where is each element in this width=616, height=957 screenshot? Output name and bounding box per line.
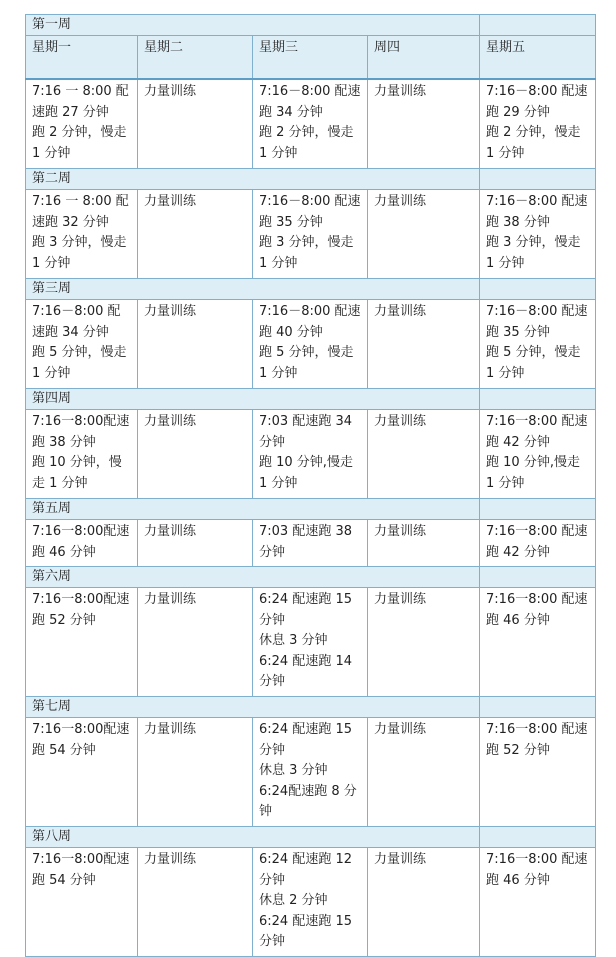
week-schedule-row [26,718,596,827]
day-header-friday: 星期五 [480,36,596,80]
week-label-row [26,169,596,190]
schedule-cell-wednesday: 7:16－8:00 配速跑 40 分钟 跑 5 分钟，慢走 1 分钟 [253,300,368,389]
schedule-cell-monday: 7:16一8:00配速跑 54 分钟 [26,848,138,957]
day-header-tuesday: 星期二 [138,36,253,80]
schedule-cell-tuesday: 力量训练 [138,79,253,169]
week-label: 第五周 [26,499,480,520]
schedule-cell-friday: 7:16－8:00 配速跑 35 分钟 跑 5 分钟，慢走 1 分钟 [480,300,596,389]
week-label-row [26,279,596,300]
schedule-cell-thursday: 力量训练 [368,190,480,279]
week-label: 第四周 [26,389,480,410]
schedule-cell-wednesday: 6:24 配速跑 15 分钟 休息 3 分钟 6:24 配速跑 14 分钟 [253,588,368,697]
schedule-cell-friday: 7:16一8:00 配速跑 52 分钟 [480,718,596,827]
week-label: 第八周 [26,827,480,848]
schedule-cell-tuesday: 力量训练 [138,520,253,567]
schedule-cell-thursday: 力量训练 [368,79,480,169]
schedule-cell-wednesday: 6:24 配速跑 12 分钟 休息 2 分钟 6:24 配速跑 15 分钟 [253,848,368,957]
week-label-row [26,389,596,410]
schedule-cell-monday: 7:16 一 8:00 配速跑 27 分钟 跑 2 分钟，慢走 1 分钟 [26,79,138,169]
schedule-cell-wednesday: 7:03 配速跑 38 分钟 [253,520,368,567]
training-plan-table [25,14,596,957]
schedule-cell-thursday: 力量训练 [368,848,480,957]
schedule-cell-tuesday: 力量训练 [138,718,253,827]
schedule-cell-wednesday: 7:03 配速跑 34 分钟 跑 10 分钟,慢走 1 分钟 [253,410,368,499]
week-label-blank-cell [480,499,596,520]
week-schedule-row [26,520,596,567]
schedule-cell-thursday: 力量训练 [368,718,480,827]
schedule-cell-tuesday: 力量训练 [138,300,253,389]
week-label-blank-cell [480,567,596,588]
schedule-cell-monday: 7:16－8:00 配速跑 34 分钟 跑 5 分钟，慢走 1 分钟 [26,300,138,389]
schedule-cell-friday: 7:16一8:00 配速跑 46 分钟 [480,848,596,957]
schedule-cell-monday: 7:16一8:00配速跑 52 分钟 [26,588,138,697]
week-label-row [26,499,596,520]
schedule-cell-thursday: 力量训练 [368,300,480,389]
schedule-cell-wednesday: 7:16－8:00 配速跑 34 分钟 跑 2 分钟，慢走 1 分钟 [253,79,368,169]
schedule-cell-thursday: 力量训练 [368,520,480,567]
schedule-cell-thursday: 力量训练 [368,410,480,499]
schedule-cell-tuesday: 力量训练 [138,410,253,499]
week-label-row [26,15,596,36]
schedule-cell-friday: 7:16－8:00 配速跑 38 分钟 跑 3 分钟，慢走 1 分钟 [480,190,596,279]
week-schedule-row [26,848,596,957]
week-label-row [26,697,596,718]
schedule-cell-friday: 7:16－8:00 配速跑 29 分钟 跑 2 分钟，慢走 1 分钟 [480,79,596,169]
week-label-blank-cell [480,389,596,410]
week-schedule-row [26,300,596,389]
day-header-row [26,36,596,80]
week-label: 第七周 [26,697,480,718]
schedule-cell-wednesday: 6:24 配速跑 15 分钟 休息 3 分钟 6:24配速跑 8 分钟 [253,718,368,827]
schedule-cell-monday: 7:16一8:00配速跑 54 分钟 [26,718,138,827]
week-label: 第六周 [26,567,480,588]
week-label-row [26,827,596,848]
week-schedule-row [26,410,596,499]
schedule-cell-friday: 7:16一8:00 配速跑 42 分钟 跑 10 分钟,慢走 1 分钟 [480,410,596,499]
schedule-cell-monday: 7:16 一 8:00 配速跑 32 分钟 跑 3 分钟，慢走 1 分钟 [26,190,138,279]
week-label-blank-cell [480,169,596,190]
day-header-wednesday: 星期三 [253,36,368,80]
schedule-cell-wednesday: 7:16－8:00 配速跑 35 分钟 跑 3 分钟，慢走 1 分钟 [253,190,368,279]
week-label-blank-cell [480,279,596,300]
day-header-thursday: 周四 [368,36,480,80]
schedule-cell-friday: 7:16一8:00 配速跑 46 分钟 [480,588,596,697]
schedule-cell-tuesday: 力量训练 [138,190,253,279]
week-schedule-row [26,190,596,279]
week-label-blank-cell [480,827,596,848]
schedule-cell-tuesday: 力量训练 [138,588,253,697]
day-header-monday: 星期一 [26,36,138,80]
week-label: 第一周 [26,15,480,36]
schedule-cell-thursday: 力量训练 [368,588,480,697]
week-label-blank-cell [480,15,596,36]
week-label: 第三周 [26,279,480,300]
week-label-blank-cell [480,697,596,718]
schedule-cell-monday: 7:16一8:00配速跑 46 分钟 [26,520,138,567]
schedule-cell-monday: 7:16一8:00配速跑 38 分钟 跑 10 分钟，慢走 1 分钟 [26,410,138,499]
schedule-cell-friday: 7:16一8:00 配速跑 42 分钟 [480,520,596,567]
week-schedule-row [26,588,596,697]
week-label-row [26,567,596,588]
week-label: 第二周 [26,169,480,190]
week-schedule-row [26,79,596,169]
training-plan-body [26,15,596,957]
schedule-cell-tuesday: 力量训练 [138,848,253,957]
